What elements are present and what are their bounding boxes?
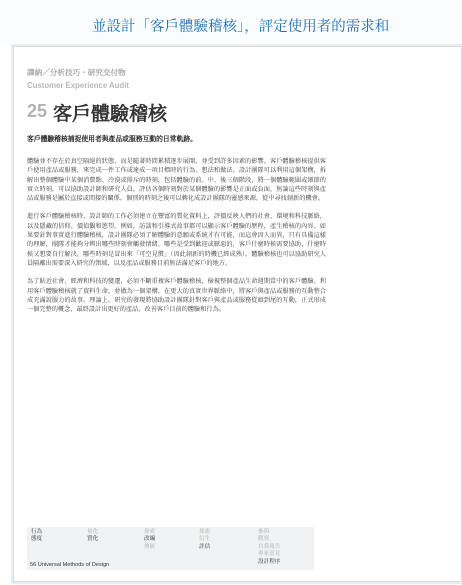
- footer-item: 衍生: [199, 536, 211, 543]
- footer-column-data-type: [87, 529, 98, 544]
- footer-item: 態度: [31, 536, 43, 543]
- page-number-label: 56 Universal Methods of Design: [30, 562, 110, 568]
- footer-item: 評估: [199, 543, 211, 550]
- footer-item: 設計程序: [258, 558, 281, 565]
- footer-item: 參與: [258, 529, 270, 535]
- paragraph: 為了貼近社會、經濟和科技的變遷，必須不斷重複客戶體驗稽核，檢視整個產品生命週期當中的客戶體驗。利用客戶體驗稽核就了資料生命，並做為一個架構，在更大的真實世界脈絡中，將客戶與產品或服務的互動整合成充滿說服力的故事。理論上，研究的發現將協助設計團隊針對客戶與產品或服務從頭到尾的互動，正式形成一個完整的概念，最終設計出更好的產品、改善客戶目前的體驗和行為。: [27, 278, 326, 314]
- top-banner: [0, 0, 462, 44]
- body-text: [27, 157, 326, 323]
- footer-item: 行為: [31, 529, 43, 535]
- footer-item: 觀察: [258, 536, 270, 543]
- book-page: [13, 46, 462, 582]
- footer-column-behavior: [31, 529, 42, 544]
- footer-item: 傳統: [144, 543, 156, 550]
- method-classification-footer: [27, 527, 314, 570]
- paragraph: 體驗並不存在於真空隔絕的狀態，而是隨著時間累積逐步展開，並受到許多因素的影響。客戶體驗稽核提供客戶使用產品或服務，來完成一件工作或達成一項目標時的行為、想法和做法。設計團隊可以利用這個架構，拆解出整個體驗中某個消費點、冷漠或排斥的時刻，包括體驗的前、中、後三個階段，將一個體驗範圍或細節的實立時刻，可以協助設計師和研究人員，評估各個時刻對於某個體驗的影響是正面或負面，無論這些時刻與產品或服務是屬於直接或間接的關係。個別的時刻之後可以轉化成設計團隊的靈感來源，從中尋找創新的機會。: [27, 158, 326, 203]
- chapter-summary: 客戶體驗稽核捕捉使用者與產品或服務互動的日常軌跡。: [27, 135, 197, 143]
- breadcrumb: 譯納／分析技巧・研究交付物: [27, 68, 126, 77]
- footer-item: 專家意見: [258, 551, 281, 558]
- footer-item: 探索: [144, 529, 156, 535]
- footer-column-phase: [199, 529, 210, 551]
- chapter-number: 25: [27, 101, 48, 121]
- banner-caption: 並設計「客戶體驗稽核」，評定使用者的需求和: [92, 19, 390, 35]
- footer-item: 改編: [144, 536, 156, 543]
- footer-column-approach: [144, 529, 155, 551]
- footer-column-method: [258, 529, 280, 566]
- footer-item: 自我報告: [258, 543, 281, 550]
- paragraph: 進行客戶體驗稽核時，設計師的工作必須建立在豐富的質化資料上，評價反映人們的社會、環境和科技脈絡，以及隱藏的信仰、價值觀和慾望。例如，訪談和引導式故事都可以顯示客戶體驗的歷程，產生稽核的內容。如果要針對事實進行體驗稽核，設計團隊必須了解體驗的意願或系統才有可能，而這會因人而異，只有具備這樣的理解，團隊才能夠分辨出哪些時刻會觸發情緒，哪些是受到歡迎或厭惡的，客戶什麼時候需要協助、什麼時候又想要自行解決，哪些時刻是冒出來「可空見慣」（因此創新的時機已經成熟）。體驗稽核也可以協助研究人員隔離出需要深入研究的領域，以及產品或服務目前無法滿足客戶的地方。: [27, 213, 326, 267]
- footer-item: 質化: [87, 536, 99, 543]
- footer-item: 探索: [199, 529, 211, 535]
- breadcrumb-english: Customer Experience Audit: [27, 81, 129, 90]
- footer-item: 量化: [87, 529, 99, 535]
- page-title: 客戶體驗稽核: [53, 103, 168, 125]
